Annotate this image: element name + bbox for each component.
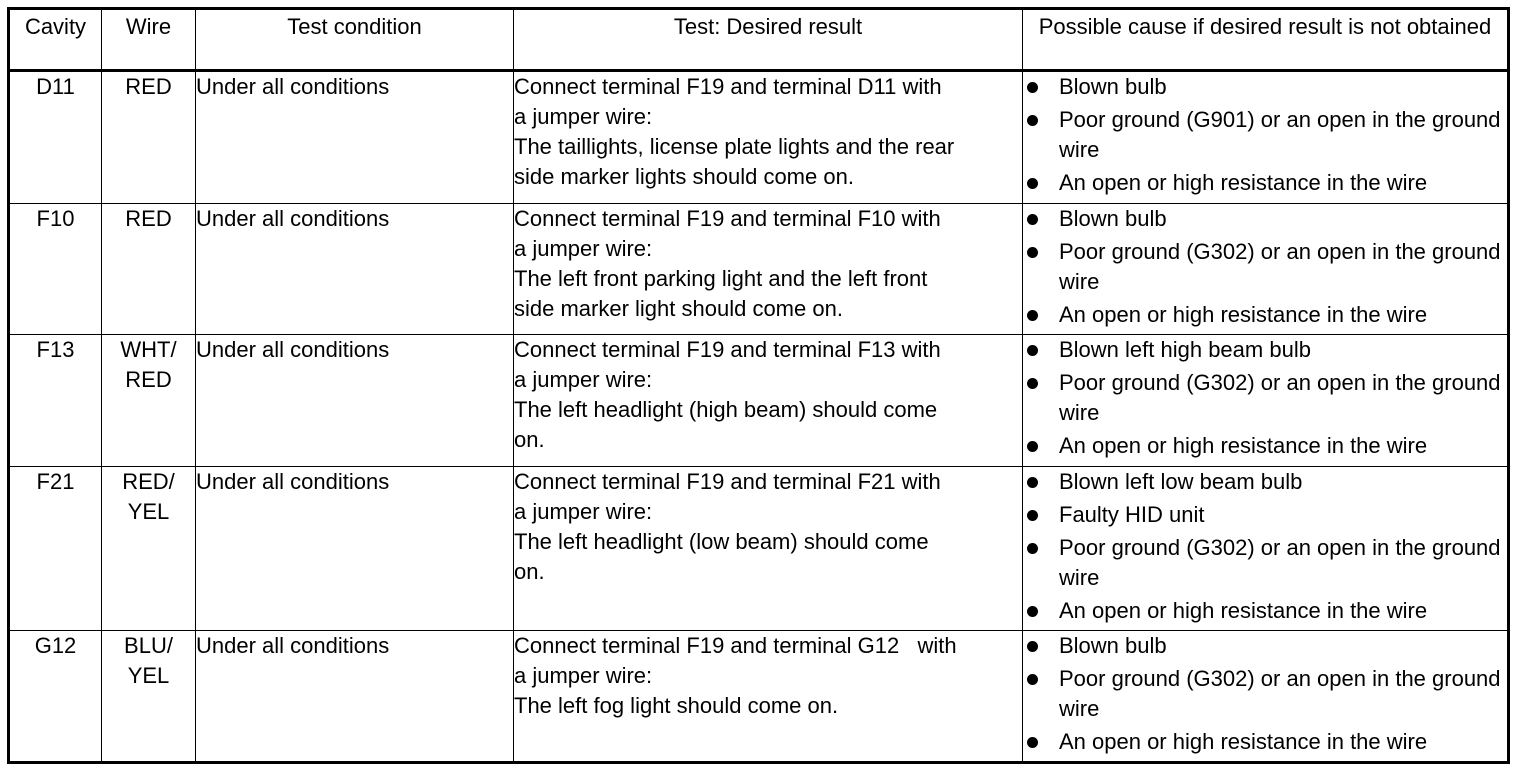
cause-text: Blown bulb: [1059, 206, 1167, 231]
cavity-cell: F21: [9, 467, 102, 631]
test-line: Connect terminal F19 and terminal F10 with: [514, 206, 941, 231]
test-line: Connect terminal F19 and terminal F21 with: [514, 469, 941, 494]
cause-text: An open or high resistance in the wire: [1059, 729, 1428, 754]
table-body: [9, 71, 1509, 763]
cavity-cell: D11: [9, 71, 102, 204]
cavity-cell: F10: [9, 204, 102, 335]
cause-text: Poor ground (G901) or an open in the ground wire: [1059, 107, 1501, 162]
test-cell: [514, 631, 1023, 763]
cause-text: Blown left low beam bulb: [1059, 469, 1303, 494]
wire-cell: [102, 467, 196, 631]
bullet-icon: [1027, 441, 1038, 452]
header-possible-cause: Possible cause if desired result is not obtained: [1023, 9, 1509, 71]
wire-line: RED: [125, 206, 172, 231]
cause-text: Poor ground (G302) or an open in the ground wire: [1059, 370, 1501, 425]
wire-cell: [102, 335, 196, 467]
condition-cell: Under all conditions: [196, 631, 514, 763]
cause-item: [1023, 467, 1507, 497]
header-test-desired-result: Test: Desired result: [514, 9, 1023, 71]
test-line: a jumper wire:: [514, 663, 653, 688]
test-line: a jumper wire:: [514, 367, 653, 392]
cause-text: Poor ground (G302) or an open in the ground wire: [1059, 666, 1501, 721]
cause-item: [1023, 431, 1507, 461]
cause-list: [1023, 335, 1507, 461]
bullet-icon: [1027, 641, 1038, 652]
condition-cell: Under all conditions: [196, 204, 514, 335]
test-line: a jumper wire:: [514, 236, 653, 261]
cause-text: Poor ground (G302) or an open in the ground wire: [1059, 239, 1501, 294]
bullet-icon: [1027, 737, 1038, 748]
cause-item: [1023, 533, 1507, 593]
test-cell: [514, 335, 1023, 467]
condition-cell: Under all conditions: [196, 335, 514, 467]
cause-text: Poor ground (G302) or an open in the ground wire: [1059, 535, 1501, 590]
cause-text: Faulty HID unit: [1059, 502, 1205, 527]
bullet-icon: [1027, 345, 1038, 356]
wire-line: YEL: [127, 499, 170, 524]
cause-list: [1023, 467, 1507, 626]
test-line: side marker lights should come on.: [514, 164, 854, 189]
test-line: on.: [514, 427, 545, 452]
bullet-icon: [1027, 178, 1038, 189]
table-row: [9, 71, 1509, 204]
cause-item: [1023, 335, 1507, 365]
test-line: The left headlight (low beam) should come: [514, 529, 929, 554]
bullet-icon: [1027, 606, 1038, 617]
header-cavity: Cavity: [9, 9, 102, 71]
wire-line: YEL: [127, 663, 170, 688]
condition-cell: Under all conditions: [196, 467, 514, 631]
cavity-cell: G12: [9, 631, 102, 763]
cause-item: [1023, 368, 1507, 428]
cause-text: An open or high resistance in the wire: [1059, 433, 1428, 458]
wire-line: RED/: [122, 469, 175, 494]
cause-list: [1023, 631, 1507, 757]
bullet-icon: [1027, 115, 1038, 126]
bullet-icon: [1027, 214, 1038, 225]
cause-item: [1023, 168, 1507, 198]
header-row: [9, 9, 1509, 71]
test-cell: [514, 204, 1023, 335]
wire-cell: [102, 631, 196, 763]
cause-cell: [1023, 631, 1509, 763]
wire-cell: [102, 71, 196, 204]
cause-list: [1023, 204, 1507, 330]
cause-item: [1023, 664, 1507, 724]
bullet-icon: [1027, 543, 1038, 554]
table-row: [9, 467, 1509, 631]
cause-item: [1023, 237, 1507, 297]
cause-item: [1023, 300, 1507, 330]
test-line: The left front parking light and the left front: [514, 266, 928, 291]
cause-text: An open or high resistance in the wire: [1059, 302, 1428, 327]
cause-item: [1023, 500, 1507, 530]
cause-item: [1023, 596, 1507, 626]
table-row: [9, 631, 1509, 763]
test-line: a jumper wire:: [514, 499, 653, 524]
cause-list: [1023, 72, 1507, 198]
bullet-icon: [1027, 82, 1038, 93]
wire-line: RED: [125, 74, 172, 99]
diagnostic-table: [7, 7, 1510, 764]
test-line: The taillights, license plate lights and the rear: [514, 134, 955, 159]
test-line: The left headlight (high beam) should come: [514, 397, 938, 422]
cause-cell: [1023, 335, 1509, 467]
test-cell: [514, 467, 1023, 631]
table-row: [9, 335, 1509, 467]
cause-item: [1023, 72, 1507, 102]
wire-line: BLU/: [124, 633, 173, 658]
test-line: on.: [514, 559, 545, 584]
cause-text: Blown bulb: [1059, 633, 1167, 658]
test-cell: [514, 71, 1023, 204]
cause-cell: [1023, 204, 1509, 335]
cause-cell: [1023, 71, 1509, 204]
bullet-icon: [1027, 674, 1038, 685]
condition-cell: Under all conditions: [196, 71, 514, 204]
header-wire: Wire: [102, 9, 196, 71]
bullet-icon: [1027, 310, 1038, 321]
wire-line: WHT/: [120, 337, 177, 362]
wire-line: RED: [125, 367, 172, 392]
cause-item: [1023, 631, 1507, 661]
header-test-condition: Test condition: [196, 9, 514, 71]
cause-text: Blown left high beam bulb: [1059, 337, 1311, 362]
cause-text: An open or high resistance in the wire: [1059, 598, 1428, 623]
bullet-icon: [1027, 477, 1038, 488]
table-row: [9, 204, 1509, 335]
wire-cell: [102, 204, 196, 335]
cavity-cell: F13: [9, 335, 102, 467]
bullet-icon: [1027, 510, 1038, 521]
cause-item: [1023, 204, 1507, 234]
bullet-icon: [1027, 378, 1038, 389]
test-line: The left fog light should come on.: [514, 693, 839, 718]
cause-text: Blown bulb: [1059, 74, 1167, 99]
test-line: Connect terminal F19 and terminal F13 with: [514, 337, 941, 362]
test-line: Connect terminal F19 and terminal D11 with: [514, 74, 942, 99]
cause-cell: [1023, 467, 1509, 631]
cause-item: [1023, 105, 1507, 165]
cause-item: [1023, 727, 1507, 757]
test-line: a jumper wire:: [514, 104, 653, 129]
cause-text: An open or high resistance in the wire: [1059, 170, 1428, 195]
test-line: side marker light should come on.: [514, 296, 843, 321]
bullet-icon: [1027, 247, 1038, 258]
test-line: Connect terminal F19 and terminal G12 with: [514, 633, 957, 658]
